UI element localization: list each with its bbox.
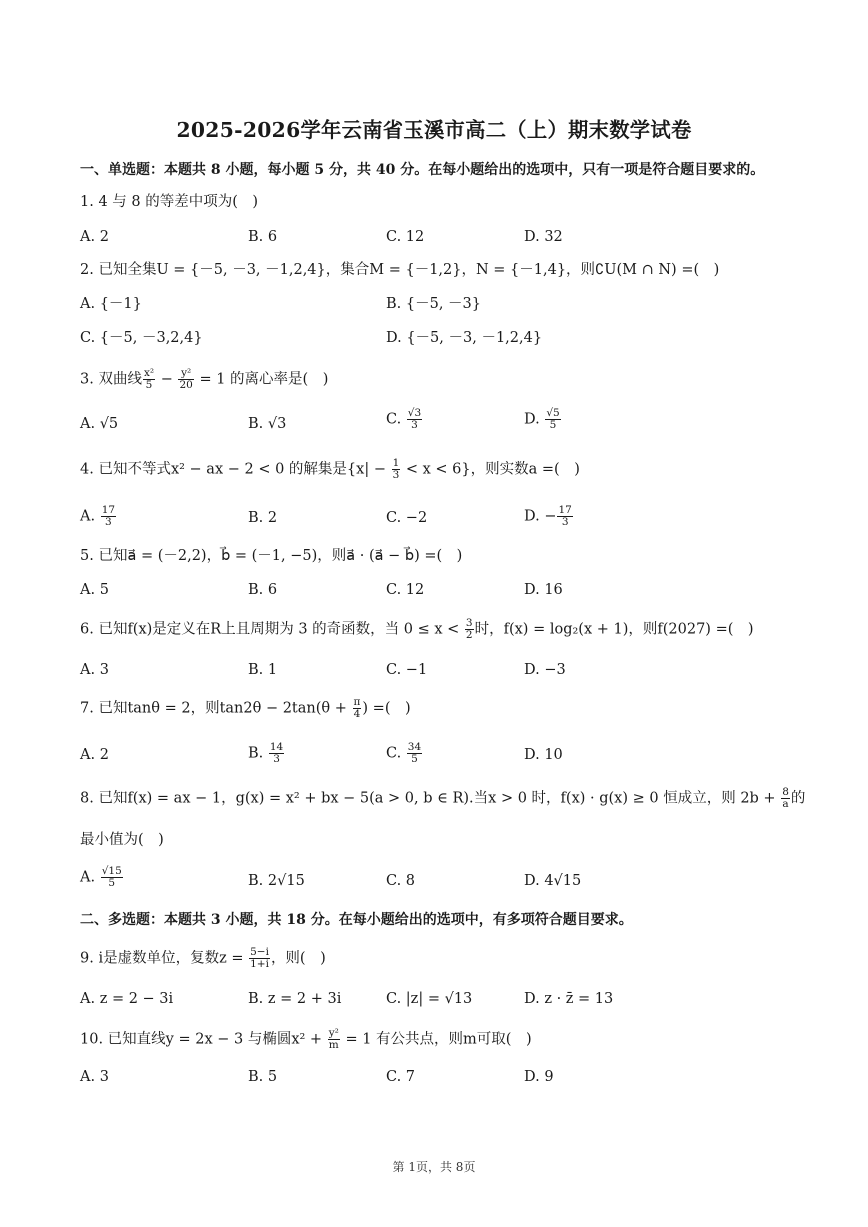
question-8-stem-prefix: 8. 已知f(x) = ax − 1，g(x) = x² + bx − 5(a > 0, b ∈ R).当x > 0 时，f(x) · g(x) ≥ 0 恒成立，则 2b + xyxy=(80,790,781,807)
page-number-footer: 第 1页，共 8页 xyxy=(392,1160,476,1174)
question-7-stem-prefix: 7. 已知tanθ = 2，则tan2θ − 2tan(θ + xyxy=(80,700,352,717)
fraction-numerator: 14 xyxy=(269,741,284,753)
question-9-option-d: D. z · z̄ = 13 xyxy=(524,991,614,1007)
question-2-option-d: D. {－5, －3, －1,2,4} xyxy=(386,330,543,346)
fraction-denominator: 3 xyxy=(105,516,112,528)
fraction-14-over-3 xyxy=(269,742,284,765)
fraction-root15-over-5 xyxy=(101,866,123,889)
option-label: D. xyxy=(524,411,545,428)
fraction-8-over-a xyxy=(781,787,790,810)
question-6-option-d: D. −3 xyxy=(524,662,566,678)
section-single-choice-heading: 一、单选题：本题共 8 小题，每小题 5 分，共 40 分。在每小题给出的选项中，只有一项是符合题目要求的。 xyxy=(80,162,765,178)
question-9-stem-prefix: 9. i是虚数单位，复数z = xyxy=(80,950,249,967)
question-3-option-a: A. √5 xyxy=(80,416,119,432)
question-6-option-b: B. 1 xyxy=(248,662,278,678)
fraction-numerator: 17 xyxy=(101,504,116,516)
question-4-option-b: B. 2 xyxy=(248,510,278,526)
question-6-stem-suffix: 时，f(x) = log₂(x + 1)，则f(2027) =( ) xyxy=(474,621,754,638)
question-8-stem xyxy=(80,787,805,810)
question-6-stem xyxy=(80,618,754,641)
question-5-option-a: A. 5 xyxy=(80,582,109,598)
fraction-denominator: 4 xyxy=(353,708,361,720)
question-8-option-a xyxy=(80,866,124,889)
question-5-option-b: B. 6 xyxy=(248,582,278,598)
question-1-option-b: B. 6 xyxy=(248,229,278,245)
question-10-stem xyxy=(80,1028,532,1051)
question-9-option-b: B. z = 2 + 3i xyxy=(248,991,342,1007)
question-6-option-c: C. −1 xyxy=(386,662,428,678)
fraction-numerator: 34 xyxy=(407,741,422,753)
question-4-option-d xyxy=(524,505,574,528)
question-3-stem-suffix: = 1 的离心率是( ) xyxy=(194,371,329,388)
fraction-numerator: y² xyxy=(328,1027,339,1039)
fraction-denominator: m xyxy=(328,1039,339,1051)
fraction-numerator: √3 xyxy=(407,407,422,419)
question-5-stem: 5. 已知a⃗ = (－2,2)，b⃗ = (－1, −5)，则a⃗ · (a⃗ − b⃗) =( ) xyxy=(80,548,463,564)
question-3-option-d xyxy=(524,408,562,431)
question-5-option-d: D. 16 xyxy=(524,582,563,598)
fraction-numerator: 5−i xyxy=(250,946,269,958)
question-10-option-d: D. 9 xyxy=(524,1069,554,1085)
fraction-1-over-3 xyxy=(392,458,401,481)
fraction-x2-over-5 xyxy=(143,368,155,391)
question-8-option-b: B. 2√15 xyxy=(248,873,305,889)
question-3-option-b: B. √3 xyxy=(248,416,287,432)
question-2-option-b: B. {－5, －3} xyxy=(386,296,481,312)
fraction-pi-over-4 xyxy=(353,697,362,720)
question-10-option-b: B. 5 xyxy=(248,1069,278,1085)
question-1-stem: 1. 4 与 8 的等差中项为( ) xyxy=(80,194,259,210)
fraction-numerator: x² xyxy=(143,367,155,379)
fraction-34-over-5 xyxy=(407,742,422,765)
fraction-numerator: 1 xyxy=(392,457,400,469)
question-7-stem xyxy=(80,697,411,720)
question-10-option-c: C. 7 xyxy=(386,1069,416,1085)
fraction-3-over-2 xyxy=(465,618,474,641)
option-label: A. xyxy=(80,869,100,886)
question-9-stem xyxy=(80,947,326,970)
question-7-option-d: D. 10 xyxy=(524,747,563,763)
fraction-denominator: 2 xyxy=(465,629,473,641)
fraction-root3-over-3 xyxy=(407,408,422,431)
option-label: D. − xyxy=(524,508,557,525)
fraction-denominator: 3 xyxy=(392,469,400,481)
fraction-denominator: a xyxy=(782,798,789,810)
question-4-option-a xyxy=(80,505,117,528)
fraction-numerator: 3 xyxy=(465,617,473,629)
fraction-numerator: π xyxy=(353,696,361,708)
question-3-option-c xyxy=(386,408,423,431)
option-label: C. xyxy=(386,411,406,428)
fraction-denominator: 20 xyxy=(179,379,193,391)
question-1-option-c: C. 12 xyxy=(386,229,425,245)
fraction-denominator: 3 xyxy=(561,516,569,528)
minus-sign: − xyxy=(156,371,178,388)
fraction-denominator: 3 xyxy=(411,419,418,431)
fraction-root5-over-5 xyxy=(545,408,560,431)
question-4-stem-suffix: < x < 6}，则实数a =( ) xyxy=(401,461,580,478)
question-7-option-c xyxy=(386,742,423,765)
question-7-option-a: A. 2 xyxy=(80,747,109,763)
question-8-stem-continued: 最小值为( ) xyxy=(80,832,164,848)
question-8-stem-suffix: 的 xyxy=(790,790,806,807)
question-9-stem-suffix: ，则( ) xyxy=(270,950,326,967)
fraction-17-over-3 xyxy=(557,505,572,528)
question-3-stem xyxy=(80,368,328,391)
question-9-option-a: A. z = 2 − 3i xyxy=(80,991,174,1007)
fraction-numerator: 8 xyxy=(782,786,789,798)
fraction-denominator: 5 xyxy=(145,379,153,391)
fraction-numerator: 17 xyxy=(558,504,572,516)
question-4-stem-prefix: 4. 已知不等式x² − ax − 2 < 0 的解集是{x| − xyxy=(80,461,391,478)
option-label: A. xyxy=(80,508,100,525)
question-6-stem-prefix: 6. 已知f(x)是定义在R上且周期为 3 的奇函数，当 0 ≤ x < xyxy=(80,621,464,638)
fraction-y2-over-20 xyxy=(178,368,193,391)
option-label: C. xyxy=(386,745,406,762)
question-5-option-c: C. 12 xyxy=(386,582,425,598)
question-3-stem-prefix: 3. 双曲线 xyxy=(80,371,142,388)
question-9-option-c: C. |z| = √13 xyxy=(386,991,473,1007)
question-4-stem xyxy=(80,458,580,481)
question-2-option-a: A. {－1} xyxy=(80,296,142,312)
question-10-stem-prefix: 10. 已知直线y = 2x − 3 与椭圆x² + xyxy=(80,1031,327,1048)
page-title: 2025-2026学年云南省玉溪市高二（上）期末数学试卷 xyxy=(176,118,692,142)
fraction-denominator: 1+i xyxy=(250,958,269,970)
fraction-5-minus-i-over-1-plus-i xyxy=(249,947,270,970)
fraction-numerator: y² xyxy=(178,368,193,380)
question-10-option-a: A. 3 xyxy=(80,1069,109,1085)
fraction-denominator: 5 xyxy=(108,877,116,889)
option-label: B. xyxy=(248,745,268,762)
question-8-option-c: C. 8 xyxy=(386,873,416,889)
question-1-option-d: D. 32 xyxy=(524,229,563,245)
fraction-denominator: 5 xyxy=(549,419,557,431)
fraction-denominator: 5 xyxy=(411,753,418,765)
fraction-17-over-3 xyxy=(101,505,116,528)
question-7-option-b xyxy=(248,742,285,765)
fraction-numerator: √5 xyxy=(546,407,560,419)
fraction-numerator: √15 xyxy=(101,865,122,877)
fraction-y2-over-m xyxy=(328,1028,340,1051)
question-10-stem-suffix: = 1 有公共点，则m可取( ) xyxy=(340,1031,532,1048)
question-1-option-a: A. 2 xyxy=(80,229,109,245)
question-6-option-a: A. 3 xyxy=(80,662,109,678)
question-7-stem-suffix: ) =( ) xyxy=(362,700,411,717)
question-2-option-c: C. {－5, －3,2,4} xyxy=(80,330,203,346)
question-2-stem: 2. 已知全集U = {－5, －3, －1,2,4}，集合M = {－1,2}，N = {－1,4}，则∁U(M ∩ N) =( ) xyxy=(80,262,720,278)
question-8-option-d: D. 4√15 xyxy=(524,873,582,889)
fraction-denominator: 3 xyxy=(273,753,280,765)
question-4-option-c: C. −2 xyxy=(386,510,428,526)
section-multiple-choice-heading: 二、多选题：本题共 3 小题，共 18 分。在每小题给出的选项中，有多项符合题目要求。 xyxy=(80,912,633,928)
